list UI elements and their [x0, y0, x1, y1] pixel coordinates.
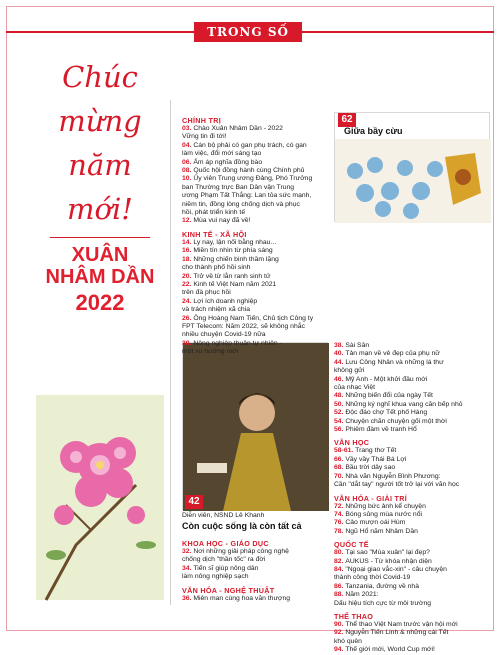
toc-entry-text: AUKUS - Từ khóa nhận diện [345, 557, 432, 565]
toc-entry-text: Bóng sủng mùa nước nổi [345, 510, 422, 518]
toc-entry-text: Bầu trời dây sao [345, 464, 396, 472]
toc-entry-text: một xu hướng mới [182, 348, 239, 356]
toc-page-number: 70. [334, 472, 346, 480]
toc-page-number: 26. [182, 314, 194, 322]
toc-entry-text: Chào Xuân Nhâm Dần - 2022 [193, 125, 283, 132]
header-rule-right [302, 31, 494, 33]
toc-entry[interactable] [334, 473, 490, 481]
toc-section-title: KINH TẾ - XÃ HỘI [182, 229, 247, 239]
toc-page-number: 94. [334, 646, 346, 654]
toc-entry-text: thành công thời Covid-19 [334, 574, 411, 582]
toc-entry-text: Những chiến binh thầm lặng [193, 255, 279, 263]
toc-entry[interactable] [182, 159, 328, 167]
toc-entry[interactable] [334, 511, 490, 519]
toc-entry[interactable] [334, 409, 490, 417]
toc-entry[interactable] [182, 298, 328, 306]
toc-page-number: 86. [334, 582, 346, 590]
toc-entry[interactable] [182, 192, 328, 200]
toc-entry-text: Cán bộ phải có gan phụ trách, có gan [193, 141, 307, 149]
toc-entry[interactable] [334, 519, 490, 527]
toc-entry[interactable] [182, 256, 328, 264]
toc-entry-text: Ấm áp nghĩa đồng bào [193, 158, 263, 166]
toc-entry-text: Thế giới mới, World Cup mới! [345, 646, 435, 654]
toc-entry[interactable] [334, 359, 490, 367]
toc-entry[interactable] [182, 175, 328, 183]
toc-entry-text: trên đà phục hồi [182, 289, 231, 297]
toc-entry[interactable] [334, 591, 490, 599]
toc-page-number: 10. [182, 175, 194, 183]
toc-entry-text: Lưu Công Nhân và những lá thư [345, 358, 444, 366]
toc-entry[interactable] [334, 549, 490, 557]
toc-entry[interactable] [334, 418, 490, 426]
toc-entry[interactable] [182, 595, 328, 603]
toc-middle [182, 112, 328, 357]
toc-entry-text: Kinh tế Việt Nam năm 2021 [193, 280, 277, 288]
toc-entry-text: Những bức ảnh kể chuyện [345, 502, 426, 510]
greeting-line: mừng [58, 104, 142, 138]
toc-page-number: 54. [334, 417, 346, 425]
xuan-title: XUÂN [71, 244, 129, 266]
toc-section-title: VĂN HÓA - GIẢI TRÍ [334, 493, 408, 503]
toc-entry[interactable] [334, 528, 490, 536]
toc-entry[interactable] [182, 556, 328, 564]
toc-entry[interactable] [182, 565, 328, 573]
toc-middle-below [182, 535, 328, 603]
toc-page-number: 90. [334, 620, 346, 628]
toc-page-number: 08. [182, 167, 194, 175]
toc-entry[interactable] [182, 133, 328, 141]
toc-section-title: KHOA HỌC - GIÁO DỤC [182, 539, 269, 548]
toc-entry[interactable] [334, 481, 490, 489]
toc-page-number: 50. [334, 400, 346, 408]
column-divider [170, 100, 171, 605]
section-tag: TRONG SỐ NÀY [194, 22, 302, 42]
toc-entry[interactable] [334, 558, 490, 566]
toc-entry[interactable] [182, 125, 328, 133]
toc-page-number: 18. [182, 255, 194, 263]
toc-entry-text: Nguyễn Tiến Linh & những cái Tết [345, 629, 449, 637]
toc-page-number: 40. [334, 350, 346, 358]
toc-entry[interactable] [334, 401, 490, 409]
toc-entry-text: chống dịch "thần tốc" ra đời [182, 556, 266, 564]
toc-entry[interactable] [182, 289, 328, 297]
toc-entry-text: niềm tin, đồng lòng chống dịch và phục [182, 200, 300, 208]
toc-section-title: VĂN HÓA - NGHỆ THUẬT [182, 585, 275, 595]
toc-entry[interactable] [334, 583, 490, 591]
toc-entry-text: ương Phạm Tất Thắng: Lan tỏa sức mạnh, [182, 192, 312, 200]
toc-page-number: 76. [334, 519, 346, 527]
toc-entry[interactable] [182, 264, 328, 272]
feature-42-subcaption: Diễn viên, NSND Lê Khanh [182, 512, 265, 519]
toc-page-number: 46. [334, 375, 346, 383]
toc-entry[interactable] [182, 247, 328, 255]
toc-entry[interactable] [334, 503, 490, 511]
toc-entry-text: Những ký nghĩ khua vang căn bếp nhỏ [345, 400, 463, 408]
toc-entry-text: làm việc, đổi mới sáng tạo [182, 150, 262, 158]
header-rule-left [6, 31, 194, 33]
toc-entry[interactable] [182, 331, 328, 339]
toc-entry-text: không gửi [334, 367, 365, 375]
toc-page-number: 92. [334, 629, 346, 637]
toc-entry[interactable] [182, 348, 328, 356]
toc-entry[interactable] [334, 574, 490, 582]
toc-page-number: 82. [334, 557, 346, 565]
toc-page-number: 03. [182, 125, 194, 132]
toc-page-number: 80. [334, 549, 346, 557]
toc-entry-text: Ông Hoàng Nam Tiến, Chủ tịch Công ty [193, 314, 314, 322]
toc-entry[interactable] [182, 184, 328, 192]
toc-entry-text: cho thành phố hồi sinh [182, 264, 251, 272]
toc-entry-text: Nông nghiệp thuận tự nhiên - [193, 339, 282, 347]
toc-entry[interactable] [182, 315, 328, 323]
toc-entry-text: Quốc hội đồng hành cùng Chính phủ [193, 167, 305, 175]
toc-page-number: 38. [334, 342, 346, 349]
toc-entry-text: Chuyện chăn chuyện gối một thời [345, 417, 447, 425]
nham-dan-title: NHÂM DẦN [45, 266, 155, 288]
toc-page-number: 24. [182, 297, 194, 305]
toc-entry-text: ban Thường trực Ban Dân vận Trung [182, 183, 295, 191]
greeting-line: Chúc [62, 60, 138, 94]
feature-42-number: 42 [185, 495, 203, 509]
toc-entry[interactable] [182, 142, 328, 150]
toc-entry-text: và trách nhiệm xã chia [182, 306, 251, 314]
toc-entry-text: Mỹ Anh - Một khởi đầu mới [345, 375, 428, 383]
toc-right [334, 342, 490, 655]
feature-62-caption: Giữa bầy cừu [344, 126, 403, 136]
toc-page-number: 68. [334, 464, 346, 472]
greeting-line: mới! [67, 192, 133, 226]
toc-entry[interactable] [182, 201, 328, 209]
toc-entry[interactable] [182, 217, 328, 225]
toc-entry[interactable] [182, 273, 328, 281]
toc-entry-text: Ly nay, lận nối bằng nhau... [193, 238, 277, 246]
toc-page-number: 88. [334, 591, 346, 599]
toc-page-number: 44. [334, 358, 346, 366]
toc-entry[interactable] [334, 646, 490, 654]
toc-entry-text: Ngũ Hổ năm Nhâm Dần [345, 527, 418, 535]
toc-section-title: CHÍNH TRỊ [182, 116, 222, 125]
toc-entry[interactable] [334, 566, 490, 574]
toc-entry-text: Tại sao "Mùa xuân" lại đẹp? [345, 549, 430, 557]
toc-entry[interactable] [334, 392, 490, 400]
toc-entry-text: Lợi ích doanh nghiệp [193, 297, 258, 305]
toc-entry[interactable] [334, 376, 490, 384]
peach-blossom-photo [36, 395, 164, 600]
toc-page-number: 52. [334, 409, 346, 417]
toc-entry[interactable] [334, 629, 490, 637]
toc-entry-text: Phiêm đàm về tranh Hổ [345, 426, 417, 434]
toc-page-number: 84. [334, 565, 346, 573]
toc-page-number: 06. [182, 158, 194, 166]
toc-entry-text: Thể thao Việt Nam trước vận hội mới [345, 620, 458, 628]
toc-entry-text: Dấu hiệu tích cực từ môi trường [334, 599, 432, 607]
toc-entry-text: Vững tin đi tới! [182, 133, 227, 141]
toc-page-number: 22. [182, 280, 194, 288]
toc-entry[interactable] [334, 426, 490, 434]
toc-page-number: 14. [182, 238, 194, 246]
toc-entry[interactable] [182, 340, 328, 348]
toc-page-number: 30. [182, 339, 194, 347]
toc-entry-text: của nhạc Việt [334, 384, 376, 392]
feature-62-number: 62 [338, 113, 356, 127]
toc-page-number: 16. [182, 247, 194, 255]
toc-page-number: 58-61. [334, 447, 356, 455]
toc-entry[interactable] [182, 306, 328, 314]
toc-entry-text: hồi, phát triển kinh tế [182, 209, 246, 217]
toc-page-number: 20. [182, 272, 194, 280]
toc-entry-text: Tanzania, đường về nhà [345, 582, 419, 590]
toc-entry-text: Những biến đổi của ngày Tết [345, 392, 433, 400]
toc-entry-text: Tiến sĩ giúp nông dân [193, 564, 259, 572]
toc-entry-text: FPT Telecom: Năm 2022, sẽ không nhắc [182, 322, 305, 330]
toc-page-number: 56. [334, 426, 346, 434]
toc-entry-text: Cảo mượn oái Hùm [345, 519, 406, 527]
toc-page-number: 78. [334, 527, 346, 535]
feature-42-caption: Còn cuộc sống là còn tất cả [182, 521, 302, 531]
toc-section-title: QUỐC TẾ [334, 540, 369, 550]
toc-entry-text: Cần "dắt tay" người tốt trở lại với văn học [334, 481, 460, 489]
toc-entry[interactable] [334, 464, 490, 472]
toc-entry-text: khó quên [334, 637, 362, 645]
greeting-line: năm [68, 148, 132, 182]
toc-entry-text: "Ngoại giao vắc-xin" - câu chuyện [345, 565, 447, 573]
toc-entry-text: Tản mạn về vẻ đẹp của phụ nữ [345, 350, 440, 358]
toc-page-number: 36. [182, 594, 194, 602]
toc-entry-text: Trang thơ Tết [355, 447, 397, 455]
toc-entry[interactable] [182, 150, 328, 158]
toc-entry-text: Năm 2021: [345, 591, 379, 599]
toc-entry-text: Miên man cùng hoa văn thượng [193, 594, 291, 602]
toc-entry[interactable] [334, 600, 490, 608]
toc-entry[interactable] [334, 350, 490, 358]
toc-entry[interactable] [334, 638, 490, 646]
toc-page-number: 32. [182, 548, 194, 555]
toc-entry-text: Miền tín nhìn từ phía sáng [193, 247, 273, 255]
toc-entry-text: Độc đáo chợ Tết phố Hàng [345, 409, 428, 417]
toc-entry-text: Vầy vầy Thái Bá Lợi [345, 455, 407, 463]
toc-entry-text: Nhà văn Nguyễn Bình Phương: [345, 472, 441, 480]
toc-page-number: 66. [334, 455, 346, 463]
toc-page-number: 74. [334, 510, 346, 518]
toc-page-number: 04. [182, 141, 194, 149]
toc-entry-text: Sài Sân [345, 342, 370, 349]
toc-page-number: 72. [334, 502, 346, 510]
toc-entry-text: Mùa vui nay đã về! [193, 217, 251, 225]
toc-page-number: 48. [334, 392, 346, 400]
toc-section-title: VĂN HỌC [334, 438, 370, 448]
toc-entry[interactable] [182, 573, 328, 581]
toc-entry[interactable] [334, 367, 490, 375]
toc-entry-text: Ủy viên Trung ương Đảng, Phó Trưởng [193, 175, 313, 183]
toc-entry-text: làm nông nghiệp sạch [182, 573, 249, 581]
toc-entry-text: Trở về từ lằn ranh sinh tử [193, 272, 271, 280]
toc-page-number: 34. [182, 564, 194, 572]
toc-entry[interactable] [334, 447, 490, 455]
year-title: 2022 [75, 290, 125, 315]
toc-page-number: 12. [182, 217, 194, 225]
greeting-divider [50, 237, 150, 238]
toc-entry-text: Nơi những giải pháp công nghệ [193, 548, 289, 555]
feature-42-box [182, 339, 328, 510]
toc-section-title: THỂ THAO [334, 611, 374, 621]
toc-entry-text: nhiều chuyện Covid-19 nữa [182, 331, 266, 339]
